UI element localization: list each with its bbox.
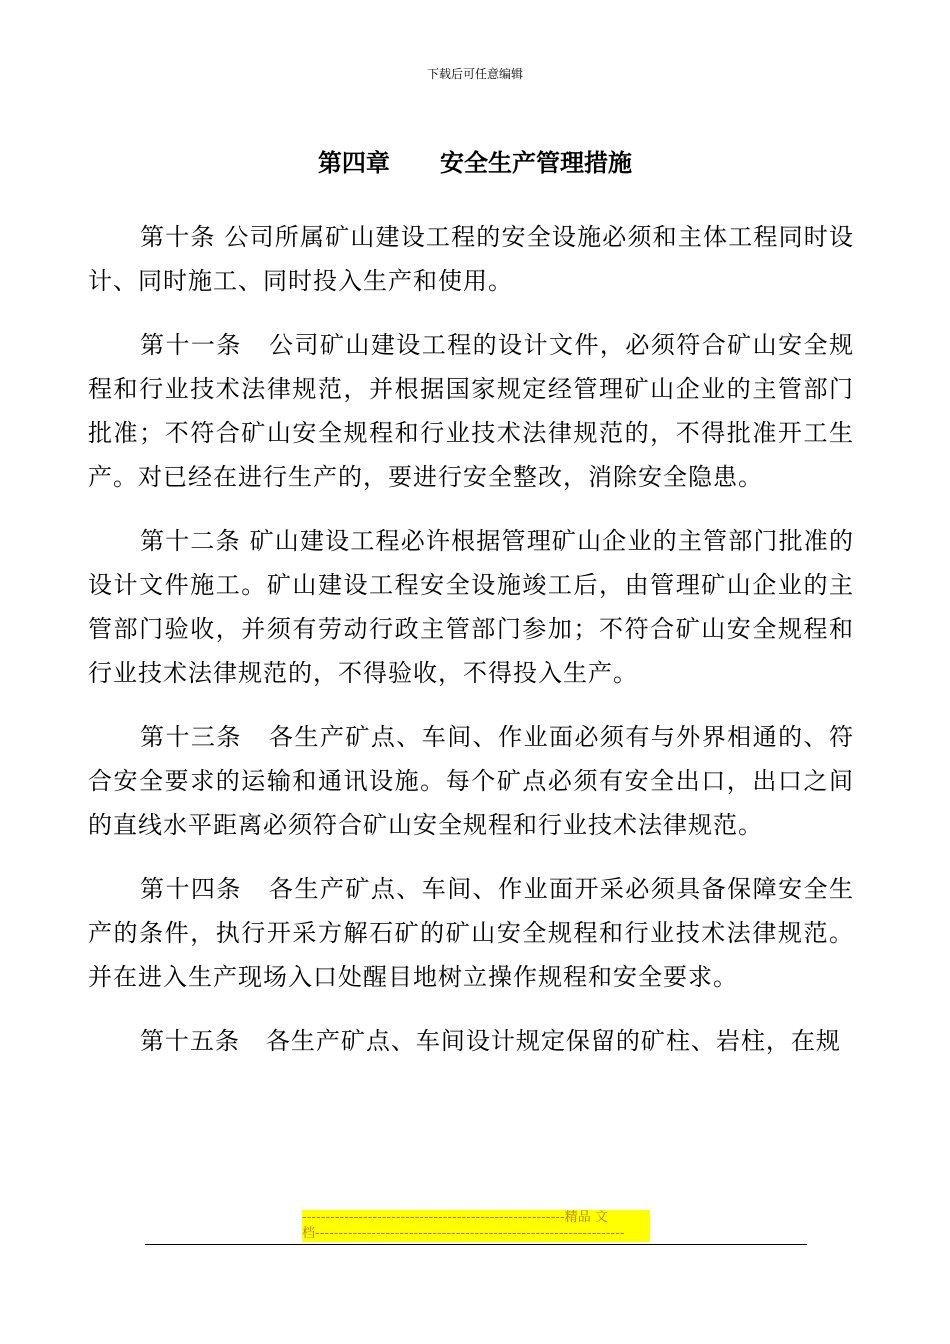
header-note: 下载后可任意编辑 bbox=[426, 67, 523, 81]
footer-watermark bbox=[302, 1210, 650, 1242]
article-15-paragraph: 第十五条 各生产矿点、车间设计规定保留的矿柱、岩柱，在规 bbox=[140, 1027, 841, 1055]
document-body bbox=[88, 215, 854, 1083]
article-14-paragraph: 第十四条 各生产矿点、车间、作业面开采必须具备保障安全生产的条件，执行开采方解石矿的矿山安全规程和行业技术法律规范。并在进入生产现场入口处醒目地树立操作规程和安全要求。 bbox=[88, 875, 854, 991]
footer-line-2: 档------------------------------------------------------------------ bbox=[302, 1226, 650, 1242]
article-12-paragraph: 第十二条 矿山建设工程必许根据管理矿山企业的主管部门批准的设计文件施工。矿山建设工程安全设施竣工后，由管理矿山企业的主管部门验收，并须有劳动行政主管部门参加；不符合矿山安全规程和行业技术法律规范的，不得验收，不得投入生产。 bbox=[88, 527, 854, 687]
footer-divider bbox=[145, 1244, 807, 1245]
footer-line-1: --------------------------------------------------------精品 文 bbox=[302, 1210, 650, 1226]
chapter-title: 第四章 安全生产管理措施 bbox=[317, 148, 633, 177]
article-11-paragraph: 第十一条 公司矿山建设工程的设计文件，必须符合矿山安全规程和行业技术法律规范，并根据国家规定经管理矿山企业的主管部门批准；不符合矿山安全规程和行业技术法律规范的，不得批准开工生产。对已经在进行生产的，要进行安全整改，消除安全隐患。 bbox=[88, 331, 854, 491]
article-13-paragraph: 第十三条 各生产矿点、车间、作业面必须有与外界相通的、符合安全要求的运输和通讯设施。每个矿点必须有安全出口，出口之间的直线水平距离必须符合矿山安全规程和行业技术法律规范。 bbox=[88, 723, 854, 839]
article-10-paragraph: 第十条 公司所属矿山建设工程的安全设施必须和主体工程同时设计、同时施工、同时投入生产和使用。 bbox=[88, 223, 854, 295]
